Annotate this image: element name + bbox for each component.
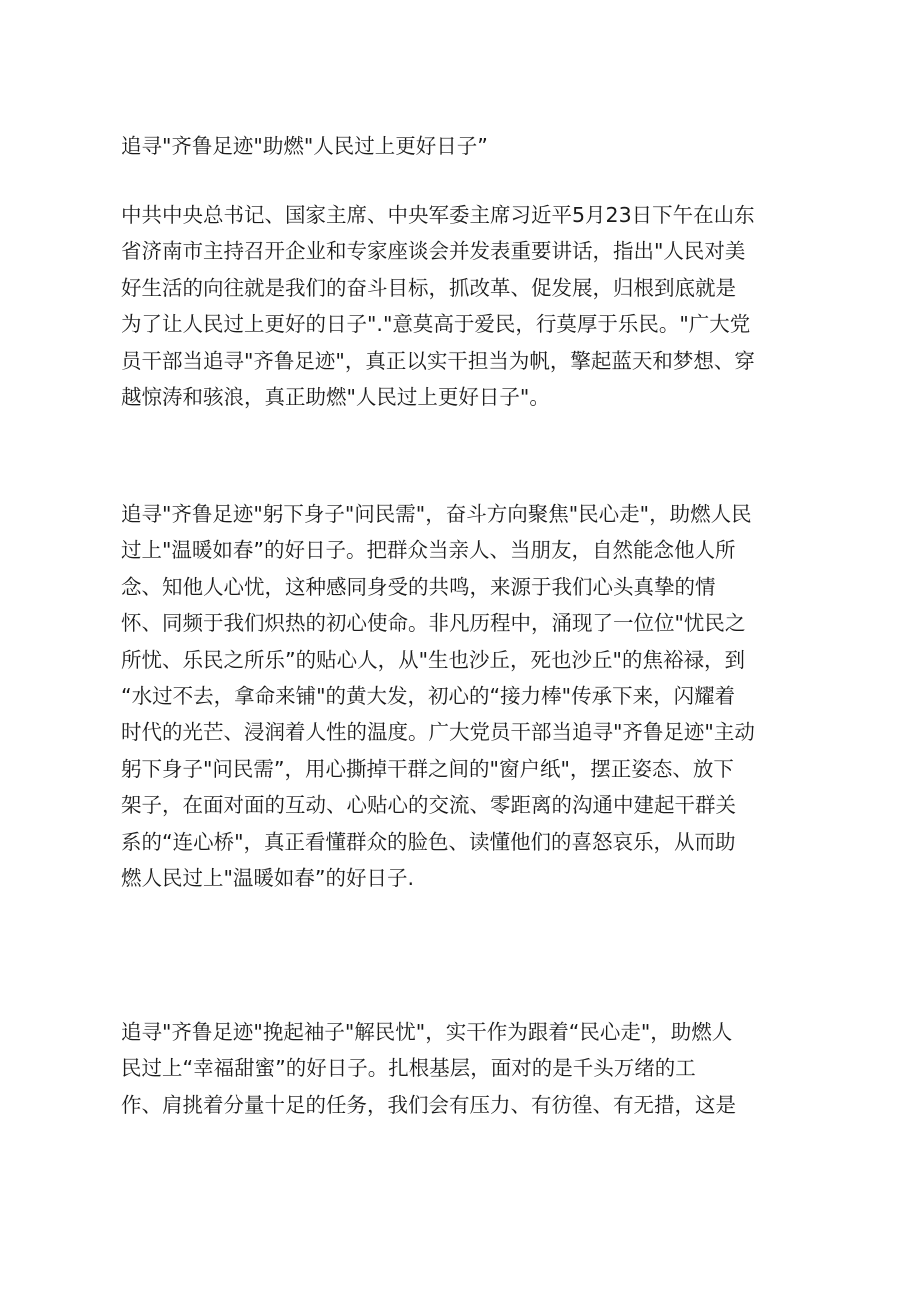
paragraph-line: 好生活的向往就是我们的奋斗目标，抓改革、促发展，归根到底就是 <box>121 275 736 300</box>
paragraph-line: 所忧、乐民之所乐”的贴心人，从"生也沙丘，死也沙丘"的焦裕禄，到 <box>121 647 745 672</box>
paragraph-line: 追寻"齐鲁足迹"躬下身子"问民需"，奋斗方向聚焦"民心走"，助燃人民 <box>121 502 752 526</box>
paragraph-line: 民过上“幸福甜蜜”的好日子。扎根基层，面对的是千头万绪的工 <box>121 1056 696 1081</box>
paragraph-3 <box>121 1014 821 1123</box>
paragraph-line: 省济南市主持召开企业和专家座谈会并发表重要讲话，指出"人民对美 <box>121 239 746 264</box>
paragraph-line: 作、肩挑着分量十足的任务，我们会有压力、有彷徨、有无措，这是 <box>121 1092 736 1117</box>
paragraph-line: 时代的光芒、浸润着人性的温度。广大党员干部当追寻"齐鲁足迹"主动 <box>121 720 755 745</box>
paragraph-line: 越惊涛和骇浪，真正助燃"人民过上更好日子"。 <box>121 384 550 409</box>
paragraph-1 <box>121 197 821 415</box>
paragraph-line: 燃人民过上"温暖如春”的好日子. <box>121 865 415 890</box>
paragraph-2 <box>121 496 821 896</box>
paragraph-line: 中共中央总书记、国家主席、中央军委主席习近平5月23日下午在山东 <box>121 203 755 227</box>
paragraph-line: 怀、同频于我们炽热的初心使命。非凡历程中，涌现了一位位"忧民之 <box>121 611 746 636</box>
paragraph-line: 架子，在面对面的互动、心贴心的交流、零距离的沟通中建起干群关 <box>121 793 736 818</box>
paragraph-line: 系的“连心桥"，真正看懂群众的脸色、读懂他们的喜怒哀乐，从而助 <box>121 829 736 854</box>
article-title: 追寻"齐鲁足迹"助燃"人民过上更好日子” <box>121 134 488 158</box>
paragraph-line: 躬下身子"问民需”，用心撕掉干群之间的"窗户纸"，摆正姿态、放下 <box>121 756 734 781</box>
paragraph-line: 员干部当追寻"齐鲁足迹"，真正以实干担当为帆，擎起蓝天和梦想、穿 <box>121 348 755 373</box>
paragraph-line: 过上"温暖如春”的好日子。把群众当亲人、当朋友，自然能念他人所 <box>121 538 736 563</box>
paragraph-line: 为了让人民过上更好的日子"."意莫高于爱民，行莫厚于乐民。"广大党 <box>121 312 751 337</box>
paragraph-line: 追寻"齐鲁足迹"挽起袖子"解民忧"，实干作为跟着“民心走"，助燃人 <box>121 1020 733 1044</box>
paragraph-line: 念、知他人心忧，这种感同身受的共鸣，来源于我们心头真挚的情 <box>121 574 716 599</box>
paragraph-line: “水过不去，拿命来铺"的黄大发，初心的“接力棒"传承下来，闪耀着 <box>121 683 736 708</box>
